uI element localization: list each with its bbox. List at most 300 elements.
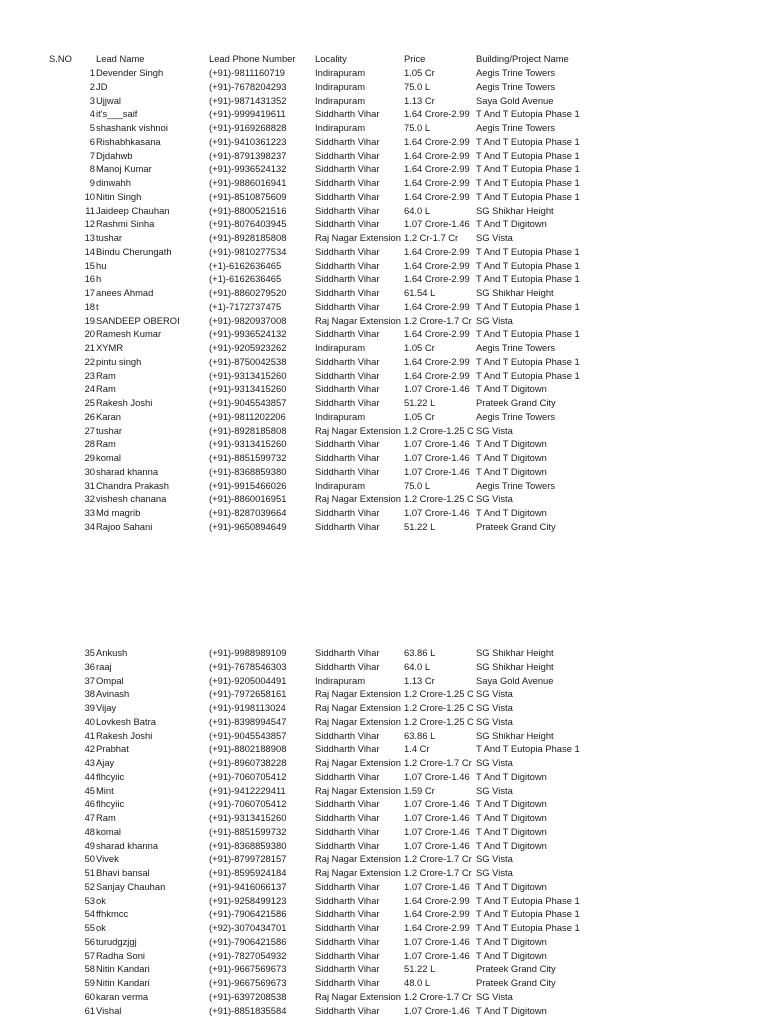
row-sno: 26 xyxy=(84,410,95,422)
row-phone: (+91)-9999419611 xyxy=(209,108,286,120)
row-building: T And T Eutopia Phase 1 xyxy=(476,369,580,381)
row-price: 51.22 L xyxy=(404,520,436,532)
row-price: 1.07 Crore-1.46 xyxy=(404,825,470,837)
row-locality: Siddharth Vihar xyxy=(315,438,380,450)
row-price: 1.13 Cr xyxy=(404,94,435,106)
row-building: SG Shikhar Height xyxy=(476,729,554,741)
row-lead-name: sharad khanna xyxy=(96,465,159,477)
row-price: 1.2 Crore-1.25 C xyxy=(404,715,474,727)
row-phone: (+91)-8595924184 xyxy=(209,867,287,878)
row-phone: (+91)-9410361223 xyxy=(209,135,287,147)
row-phone: (+91)-8799728157 xyxy=(209,853,287,865)
row-price: 51.22 L xyxy=(404,963,436,975)
row-price: 63.86 L xyxy=(404,729,436,741)
row-locality: Siddharth Vihar xyxy=(315,135,380,147)
row-phone: (+91)-7678546303 xyxy=(209,660,287,672)
row-lead-name: Karan xyxy=(96,410,122,422)
row-sno: 11 xyxy=(85,204,95,216)
row-sno: 15 xyxy=(84,259,95,271)
row-sno: 38 xyxy=(84,688,95,700)
row-sno: 53 xyxy=(84,894,95,906)
row-sno: 24 xyxy=(84,383,95,395)
table-row xyxy=(0,396,768,410)
row-lead-name: Ompal xyxy=(96,674,124,686)
table-row xyxy=(0,94,768,108)
row-price: 1.64 Crore-2.99 xyxy=(404,355,470,367)
table-row xyxy=(0,300,768,314)
row-lead-name: Ramesh Kumar xyxy=(96,328,162,340)
table-row xyxy=(0,451,768,465)
table-row xyxy=(0,646,768,660)
row-sno: 33 xyxy=(84,507,95,518)
header-building: Building/Project Name xyxy=(476,53,569,64)
row-locality: Raj Nagar Extension xyxy=(315,867,401,878)
row-phone: (+91)-9811202206 xyxy=(209,410,286,422)
row-lead-name: Bindu Cherungath xyxy=(96,245,172,257)
row-phone: (+91)-8860279520 xyxy=(209,287,287,298)
row-locality: Siddharth Vihar xyxy=(315,839,380,851)
row-sno: 58 xyxy=(84,963,95,975)
row-building: T And T Eutopia Phase 1 xyxy=(476,894,580,906)
header-sno: S.NO xyxy=(49,53,72,64)
row-sno: 32 xyxy=(84,493,95,505)
row-sno: 27 xyxy=(84,424,95,436)
row-sno: 49 xyxy=(84,839,95,851)
row-locality: Indirapuram xyxy=(315,410,366,422)
row-locality: Siddharth Vihar xyxy=(315,977,380,988)
row-building: T And T Eutopia Phase 1 xyxy=(476,328,580,340)
row-building: T And T Digitown xyxy=(476,383,547,395)
row-locality: Indirapuram xyxy=(315,342,366,353)
row-sno: 52 xyxy=(84,880,95,892)
row-locality: Indirapuram xyxy=(315,122,366,133)
row-lead-name: Vijay xyxy=(96,702,117,713)
row-lead-name: Prabhat xyxy=(96,743,129,755)
row-building: SG Vista xyxy=(476,232,513,243)
row-lead-name: dinwahh xyxy=(96,177,131,188)
row-price: 1.2 Crore-1.25 C xyxy=(404,424,474,436)
row-lead-name: Devender Singh xyxy=(96,67,164,78)
row-sno: 7 xyxy=(89,149,95,161)
row-phone: (+91)-6397208538 xyxy=(209,990,287,1002)
table-row xyxy=(0,894,768,908)
row-price: 1.64 Crore-2.99 xyxy=(404,190,470,202)
row-building: T And T Eutopia Phase 1 xyxy=(476,190,580,202)
row-phone: (+91)-8851599732 xyxy=(209,452,287,463)
row-price: 64.0 L xyxy=(404,204,431,216)
table-row xyxy=(0,784,768,798)
row-sno: 54 xyxy=(84,908,95,920)
row-price: 1.07 Crore-1.46 xyxy=(404,438,470,450)
row-building: SG Vista xyxy=(476,688,513,700)
row-lead-name: komal xyxy=(96,825,122,837)
table-row xyxy=(0,866,768,880)
row-sno: 30 xyxy=(84,465,95,477)
row-lead-name: Mint xyxy=(96,784,114,796)
row-sno: 13 xyxy=(84,232,95,243)
row-sno: 8 xyxy=(89,163,95,175)
row-phone: (+91)-8851835584 xyxy=(209,1004,287,1016)
row-phone: (+91)-8510875609 xyxy=(209,190,287,202)
row-locality: Siddharth Vihar xyxy=(315,259,380,271)
row-phone: (+91)-9313415260 xyxy=(209,812,287,823)
row-locality: Siddharth Vihar xyxy=(315,908,380,920)
row-sno: 44 xyxy=(84,770,95,782)
row-price: 1.05 Cr xyxy=(404,67,435,78)
row-lead-name: Md magrib xyxy=(96,507,141,518)
row-phone: (+91)-9416066137 xyxy=(209,880,287,892)
row-building: T And T Digitown xyxy=(476,452,547,463)
row-price: 1.2 Crore-1.7 Cr xyxy=(404,990,472,1002)
row-phone: (+91)-9169268828 xyxy=(209,122,287,133)
row-sno: 57 xyxy=(84,949,95,961)
row-sno: 25 xyxy=(84,397,95,408)
row-lead-name: Bhavi bansal xyxy=(96,867,150,878)
row-lead-name: t xyxy=(96,300,99,312)
row-phone: (+91)-8791398237 xyxy=(209,149,287,161)
row-locality: Siddharth Vihar xyxy=(315,465,380,477)
table-row xyxy=(0,314,768,328)
row-building: T And T Eutopia Phase 1 xyxy=(476,908,580,920)
row-locality: Siddharth Vihar xyxy=(315,880,380,892)
row-lead-name: Ankush xyxy=(96,647,128,658)
row-sno: 17 xyxy=(84,287,95,298)
row-sno: 59 xyxy=(84,977,95,988)
table-row xyxy=(0,245,768,259)
row-phone: (+91)-9988989109 xyxy=(209,647,287,658)
row-lead-name: Rajoo Sahani xyxy=(96,520,153,532)
row-locality: Siddharth Vihar xyxy=(315,369,380,381)
row-lead-name: Djdahwb xyxy=(96,149,133,161)
table-row xyxy=(0,797,768,811)
row-lead-name: tushar xyxy=(96,424,123,436)
row-price: 1.64 Crore-2.99 xyxy=(404,163,470,175)
row-price: 1.07 Crore-1.46 xyxy=(404,1004,470,1016)
row-building: T And T Digitown xyxy=(476,507,547,518)
row-price: 1.05 Cr xyxy=(404,342,435,353)
row-price: 1.64 Crore-2.99 xyxy=(404,245,470,257)
row-lead-name: Lovkesh Batra xyxy=(96,715,156,727)
table-row xyxy=(0,410,768,424)
row-sno: 36 xyxy=(84,660,95,672)
row-building: Prateek Grand City xyxy=(476,977,556,988)
row-building: T And T Digitown xyxy=(476,438,547,450)
row-price: 1.07 Crore-1.46 xyxy=(404,383,470,395)
row-phone: (+91)-9811160719 xyxy=(209,67,286,78)
row-price: 1.07 Crore-1.46 xyxy=(404,218,470,230)
row-locality: Indirapuram xyxy=(315,479,366,491)
row-building: T And T Eutopia Phase 1 xyxy=(476,300,580,312)
row-building: SG Vista xyxy=(476,715,513,727)
row-building: T And T Digitown xyxy=(476,880,547,892)
row-building: Aegis Trine Towers xyxy=(476,67,556,78)
row-sno: 35 xyxy=(84,647,95,658)
row-building: SG Vista xyxy=(476,702,513,713)
row-price: 1.64 Crore-2.99 xyxy=(404,108,470,120)
row-building: SG Shikhar Height xyxy=(476,647,554,658)
row-phone: (+91)-8368859380 xyxy=(209,465,287,477)
row-phone: (+91)-9886016941 xyxy=(209,177,287,188)
row-price: 1.64 Crore-2.99 xyxy=(404,369,470,381)
row-price: 1.07 Crore-1.46 xyxy=(404,935,470,947)
row-lead-name: XYMR xyxy=(96,342,124,353)
row-price: 61.54 L xyxy=(404,287,436,298)
row-price: 1.2 Crore-1.7 Cr xyxy=(404,757,472,768)
row-locality: Siddharth Vihar xyxy=(315,812,380,823)
table-row xyxy=(0,935,768,949)
row-lead-name: flhcyiic xyxy=(96,770,125,782)
row-building: T And T Eutopia Phase 1 xyxy=(476,273,580,285)
row-building: T And T Digitown xyxy=(476,1004,547,1016)
row-building: T And T Eutopia Phase 1 xyxy=(476,149,580,161)
row-lead-name: ok xyxy=(96,894,106,906)
row-price: 51.22 L xyxy=(404,397,436,408)
row-phone: (+91)-8287039664 xyxy=(209,507,287,518)
table-row xyxy=(0,121,768,135)
row-price: 1.07 Crore-1.46 xyxy=(404,880,470,892)
row-phone: (+91)-7906421586 xyxy=(209,908,287,920)
row-lead-name: vishesh chanana xyxy=(96,493,167,505)
row-price: 1.07 Crore-1.46 xyxy=(404,507,470,518)
row-price: 75.0 L xyxy=(404,122,431,133)
row-lead-name: karan verma xyxy=(96,990,149,1002)
row-locality: Raj Nagar Extension xyxy=(315,314,401,326)
row-sno: 6 xyxy=(89,135,95,147)
row-price: 1.05 Cr xyxy=(404,410,435,422)
row-locality: Siddharth Vihar xyxy=(315,922,380,933)
row-phone: (+91)-9313415260 xyxy=(209,438,287,450)
row-lead-name: it's___saif xyxy=(96,108,138,120)
row-locality: Siddharth Vihar xyxy=(315,245,380,257)
row-price: 1.64 Crore-2.99 xyxy=(404,177,470,188)
row-locality: Raj Nagar Extension xyxy=(315,493,401,505)
row-price: 1.2 Crore-1.25 C xyxy=(404,688,474,700)
row-building: T And T Eutopia Phase 1 xyxy=(476,743,580,755)
row-locality: Siddharth Vihar xyxy=(315,204,380,216)
row-price: 1.64 Crore-2.99 xyxy=(404,300,470,312)
row-price: 75.0 L xyxy=(404,479,431,491)
row-price: 75.0 L xyxy=(404,80,431,92)
row-sno: 45 xyxy=(84,784,95,796)
table-row xyxy=(0,231,768,245)
row-phone: (+91)-8928185808 xyxy=(209,424,287,436)
row-lead-name: Ram xyxy=(96,438,116,450)
table-row xyxy=(0,949,768,963)
row-lead-name: Manoj Kumar xyxy=(96,163,152,175)
table-row xyxy=(0,962,768,976)
row-locality: Raj Nagar Extension xyxy=(315,784,401,796)
row-locality: Siddharth Vihar xyxy=(315,949,380,961)
row-locality: Indirapuram xyxy=(315,67,366,78)
row-price: 1.07 Crore-1.46 xyxy=(404,798,470,810)
row-building: Prateek Grand City xyxy=(476,963,556,975)
header-locality: Locality xyxy=(315,53,347,64)
row-phone: (+91)-9871431352 xyxy=(209,94,287,106)
row-building: T And T Digitown xyxy=(476,465,547,477)
table-row xyxy=(0,437,768,451)
table-row xyxy=(0,341,768,355)
row-price: 1.64 Crore-2.99 xyxy=(404,908,470,920)
row-sno: 1 xyxy=(89,67,95,78)
row-locality: Siddharth Vihar xyxy=(315,273,380,285)
row-phone: (+91)-9820937008 xyxy=(209,314,287,326)
row-phone: (+1)-7172737475 xyxy=(209,300,282,312)
row-lead-name: ffhkmcc xyxy=(96,908,129,920)
row-sno: 43 xyxy=(84,757,95,768)
table-row xyxy=(0,742,768,756)
row-phone: (+91)-8860016951 xyxy=(209,493,287,505)
table-row xyxy=(0,839,768,853)
row-lead-name: anees Ahmad xyxy=(96,287,154,298)
table-row xyxy=(0,880,768,894)
table-row xyxy=(0,162,768,176)
row-sno: 55 xyxy=(84,922,95,933)
row-lead-name: Nitin Kandari xyxy=(96,977,150,988)
row-lead-name: h xyxy=(96,273,102,285)
row-sno: 16 xyxy=(84,273,95,285)
row-lead-name: shashank vishnoi xyxy=(96,122,168,133)
row-sno: 46 xyxy=(84,798,95,810)
row-locality: Raj Nagar Extension xyxy=(315,688,401,700)
row-lead-name: raaj xyxy=(96,660,112,672)
row-locality: Indirapuram xyxy=(315,674,366,686)
table-row xyxy=(0,990,768,1004)
row-phone: (+91)-9045543857 xyxy=(209,397,287,408)
table-row xyxy=(0,825,768,839)
row-building: Prateek Grand City xyxy=(476,397,556,408)
row-locality: Raj Nagar Extension xyxy=(315,853,401,865)
row-locality: Raj Nagar Extension xyxy=(315,757,401,768)
row-building: T And T Digitown xyxy=(476,825,547,837)
row-locality: Siddharth Vihar xyxy=(315,507,380,518)
row-sno: 22 xyxy=(84,355,95,367)
row-locality: Indirapuram xyxy=(315,80,366,92)
row-lead-name: tushar xyxy=(96,232,123,243)
row-locality: Siddharth Vihar xyxy=(315,743,380,755)
row-sno: 20 xyxy=(84,328,95,340)
row-locality: Siddharth Vihar xyxy=(315,383,380,395)
row-lead-name: Jaideep Chauhan xyxy=(96,204,170,216)
row-sno: 56 xyxy=(84,935,95,947)
table-row xyxy=(0,369,768,383)
row-building: SG Vista xyxy=(476,784,513,796)
row-lead-name: Ram xyxy=(96,369,116,381)
row-lead-name: Ram xyxy=(96,812,116,823)
row-sno: 50 xyxy=(84,853,95,865)
table-row xyxy=(0,327,768,341)
table-row xyxy=(0,492,768,506)
row-sno: 60 xyxy=(84,990,95,1002)
row-phone: (+91)-9936524132 xyxy=(209,163,287,175)
row-locality: Siddharth Vihar xyxy=(315,935,380,947)
row-price: 1.64 Crore-2.99 xyxy=(404,149,470,161)
row-lead-name: flhcyiic xyxy=(96,798,125,810)
row-lead-name: Nitin Singh xyxy=(96,190,142,202)
table-row xyxy=(0,424,768,438)
row-sno: 51 xyxy=(84,867,95,878)
row-lead-name: Avinash xyxy=(96,688,130,700)
row-price: 1.07 Crore-1.46 xyxy=(404,465,470,477)
table-row xyxy=(0,715,768,729)
row-building: SG Vista xyxy=(476,853,513,865)
row-lead-name: Chandra Prakash xyxy=(96,479,169,491)
row-phone: (+91)-9412229411 xyxy=(209,784,286,796)
row-building: SG Shikhar Height xyxy=(476,204,554,216)
row-locality: Siddharth Vihar xyxy=(315,660,380,672)
row-lead-name: Ajay xyxy=(96,757,115,768)
row-phone: (+91)-9667569673 xyxy=(209,963,287,975)
table-row xyxy=(0,976,768,990)
table-row xyxy=(0,921,768,935)
row-phone: (+91)-9045543857 xyxy=(209,729,287,741)
row-sno: 4 xyxy=(89,108,95,120)
header-price: Price xyxy=(404,53,426,64)
table-row xyxy=(0,701,768,715)
row-building: T And T Eutopia Phase 1 xyxy=(476,245,580,257)
row-building: T And T Eutopia Phase 1 xyxy=(476,355,580,367)
row-sno: 5 xyxy=(89,122,95,133)
row-price: 1.07 Crore-1.46 xyxy=(404,839,470,851)
table-row xyxy=(0,135,768,149)
row-building: SG Vista xyxy=(476,990,513,1002)
table-row xyxy=(0,687,768,701)
row-sno: 47 xyxy=(84,812,95,823)
row-price: 1.07 Crore-1.46 xyxy=(404,812,470,823)
row-sno: 9 xyxy=(89,177,95,188)
row-locality: Siddharth Vihar xyxy=(315,963,380,975)
table-row xyxy=(0,465,768,479)
row-phone: (+91)-9198113024 xyxy=(209,702,286,713)
row-lead-name: hu xyxy=(96,259,107,271)
row-lead-name: JD xyxy=(96,80,108,92)
row-phone: (+91)-7972658161 xyxy=(209,688,287,700)
row-phone: (+91)-7060705412 xyxy=(209,770,287,782)
row-price: 1.07 Crore-1.46 xyxy=(404,949,470,961)
row-building: T And T Digitown xyxy=(476,770,547,782)
row-lead-name: sharad khanna xyxy=(96,839,159,851)
table-row xyxy=(0,382,768,396)
row-locality: Siddharth Vihar xyxy=(315,218,380,230)
row-phone: (+91)-8076403945 xyxy=(209,218,287,230)
row-building: T And T Eutopia Phase 1 xyxy=(476,135,580,147)
row-price: 1.4 Cr xyxy=(404,743,430,755)
table-row xyxy=(0,107,768,121)
row-building: Saya Gold Avenue xyxy=(476,94,554,106)
row-phone: (+91)-9667569673 xyxy=(209,977,287,988)
row-locality: Siddharth Vihar xyxy=(315,163,380,175)
row-lead-name: Nitin Kandari xyxy=(96,963,150,975)
row-price: 1.2 Crore-1.7 Cr xyxy=(404,314,472,326)
row-phone: (+91)-9205004491 xyxy=(209,674,287,686)
row-lead-name: Rishabhkasana xyxy=(96,135,161,147)
row-locality: Siddharth Vihar xyxy=(315,355,380,367)
table-row xyxy=(0,479,768,493)
row-lead-name: Rakesh Joshi xyxy=(96,397,153,408)
row-lead-name: SANDEEP OBEROI xyxy=(96,314,180,326)
row-lead-name: komal xyxy=(96,452,122,463)
row-price: 1.64 Crore-2.99 xyxy=(404,273,470,285)
row-phone: (+91)-9936524132 xyxy=(209,328,287,340)
row-price: 1.64 Crore-2.99 xyxy=(404,894,470,906)
row-lead-name: ok xyxy=(96,922,106,933)
table-row xyxy=(0,190,768,204)
row-building: Aegis Trine Towers xyxy=(476,410,556,422)
row-sno: 12 xyxy=(84,218,95,230)
row-phone: (+1)-6162636465 xyxy=(209,273,282,285)
row-sno: 42 xyxy=(84,743,95,755)
row-lead-name: turudgzjgj xyxy=(96,935,137,947)
row-building: T And T Digitown xyxy=(476,839,547,851)
